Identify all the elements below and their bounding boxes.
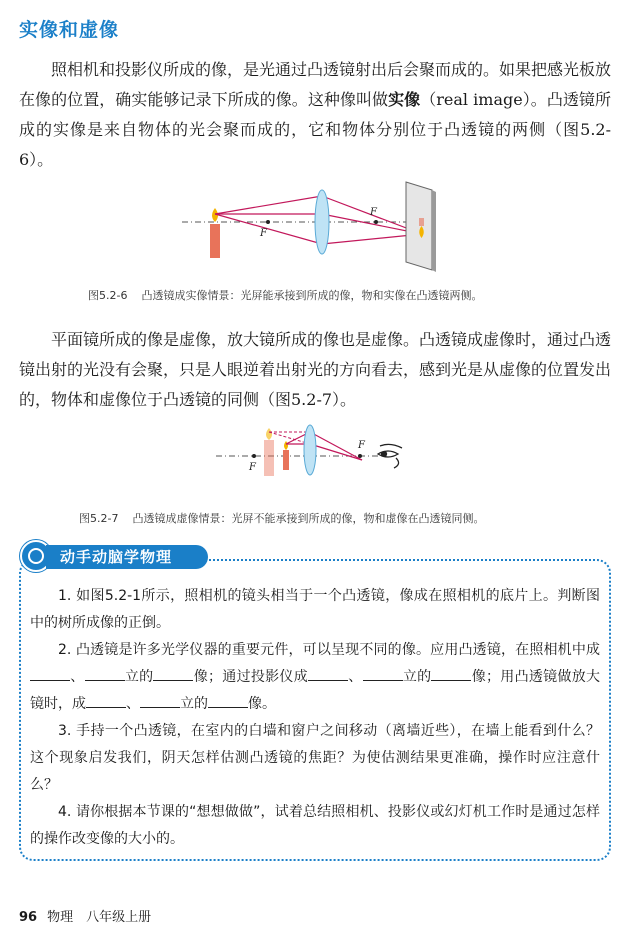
convex-lens	[304, 425, 316, 475]
task-1	[30, 583, 600, 637]
figure-virtual-image-diagram	[212, 420, 422, 482]
page-number: 96	[19, 910, 38, 925]
virtual-image-flame-icon	[266, 428, 272, 440]
task-1-text: 1. 如图5.2-1所示，照相机的镜头相当于一个凸透镜，像成在照相机的底片上。判断图中的树所成像的正倒。	[30, 588, 600, 631]
real-image-candle	[419, 218, 424, 226]
answer-blank[interactable]	[153, 666, 193, 681]
task-2-text: 、	[70, 669, 85, 685]
paragraph-virtual-image	[19, 325, 611, 415]
task-2-text: 立的	[180, 696, 208, 712]
figure1-caption	[88, 287, 482, 303]
para1-text-before: 照相机和投影仪所成的像，是光通过凸透镜射出后会聚而成的。如果把感光板放在像的位置，确实能够记录下所成的像。这种像叫做	[19, 60, 612, 109]
task-2-text: 、	[348, 669, 363, 685]
focal-label-left: F	[249, 462, 256, 473]
book-title: 物理 八年级上册	[47, 910, 152, 925]
answer-blank[interactable]	[363, 666, 403, 681]
answer-blank[interactable]	[208, 693, 248, 708]
focal-label-left: F	[260, 228, 267, 239]
task-2-text: 、	[126, 696, 140, 712]
para2-text: 平面镜所成的像是虚像，放大镜所成的像也是虚像。凸透镜成虚像时，通过凸透镜出射的光没有会聚，只是人眼逆着出射光的方向看去，感到光是从虚像的位置发出的，物体和虚像位于凸透镜的同侧（图5.2-7）。	[19, 330, 612, 409]
light-screen-edge	[432, 190, 436, 272]
figure1-number: 图5.2-6	[88, 289, 128, 302]
task-2-text: 像；通过投影仪成	[193, 669, 309, 685]
candle-flame-icon	[284, 441, 288, 450]
focal-label-right: F	[358, 440, 365, 451]
activity-title: 动手动脑学物理	[46, 545, 208, 569]
answer-blank[interactable]	[308, 666, 348, 681]
convex-lens	[315, 190, 329, 254]
task-2	[30, 637, 600, 718]
task-2-text: 立的	[402, 669, 432, 685]
term-real-image: 实像	[388, 90, 421, 109]
candle-body	[210, 224, 220, 258]
task-4	[30, 799, 600, 853]
task-4-text: 4. 请你根据本节课的“想想做做”，试着总结照相机、投影仪或幻灯机工作时是通过怎样的操作改变像的大小的。	[30, 804, 600, 847]
answer-blank[interactable]	[30, 666, 70, 681]
answer-blank[interactable]	[85, 666, 125, 681]
task-2-text: 2. 凸透镜是许多光学仪器的重要元件，可以呈现不同的像。应用凸透镜，在照相机中成	[58, 642, 600, 658]
figure2-caption	[79, 510, 484, 526]
section-title: 实像和虚像	[19, 19, 120, 41]
candle-body	[283, 450, 289, 470]
answer-blank[interactable]	[140, 693, 180, 708]
answer-blank[interactable]	[86, 693, 126, 708]
task-3-text: 3. 手持一个凸透镜，在室内的白墙和窗户之间移动（离墙近些），在墙上能看到什么？这个现象启发我们，阴天怎样估测凸透镜的焦距？为使估测结果更准确，操作时应注意什么？	[30, 723, 600, 793]
page-footer	[19, 906, 151, 925]
answer-blank[interactable]	[431, 666, 471, 681]
para1-text-after: （real image）。凸透镜所成的实像是来自物体的光会聚而成的，它和物体分别位于凸透镜的两侧（图5.2-6）。	[19, 90, 611, 169]
eye-icon	[378, 444, 402, 468]
figure2-number: 图5.2-7	[79, 512, 119, 525]
focal-point-left	[252, 454, 256, 458]
task-2-text: 像。	[248, 696, 276, 712]
paragraph-real-image	[19, 55, 611, 175]
focal-point-left	[266, 220, 270, 224]
figure-real-image-diagram	[170, 178, 450, 273]
focal-point-right	[374, 220, 378, 224]
virtual-image-candle	[264, 440, 274, 476]
figure2-caption-text: 凸透镜成虚像情景：光屏不能承接到所成的像，物和虚像在凸透镜同侧。	[132, 512, 485, 525]
task-2-text: 立的	[124, 669, 154, 685]
task-3	[30, 718, 600, 799]
focal-label-right: F	[370, 207, 377, 218]
figure1-caption-text: 凸透镜成实像情景：光屏能承接到所成的像，物和实像在凸透镜两侧。	[141, 289, 483, 302]
task-2-text: 像；用凸透镜做放大镜时，成	[30, 669, 601, 712]
focal-point-right	[358, 454, 362, 458]
